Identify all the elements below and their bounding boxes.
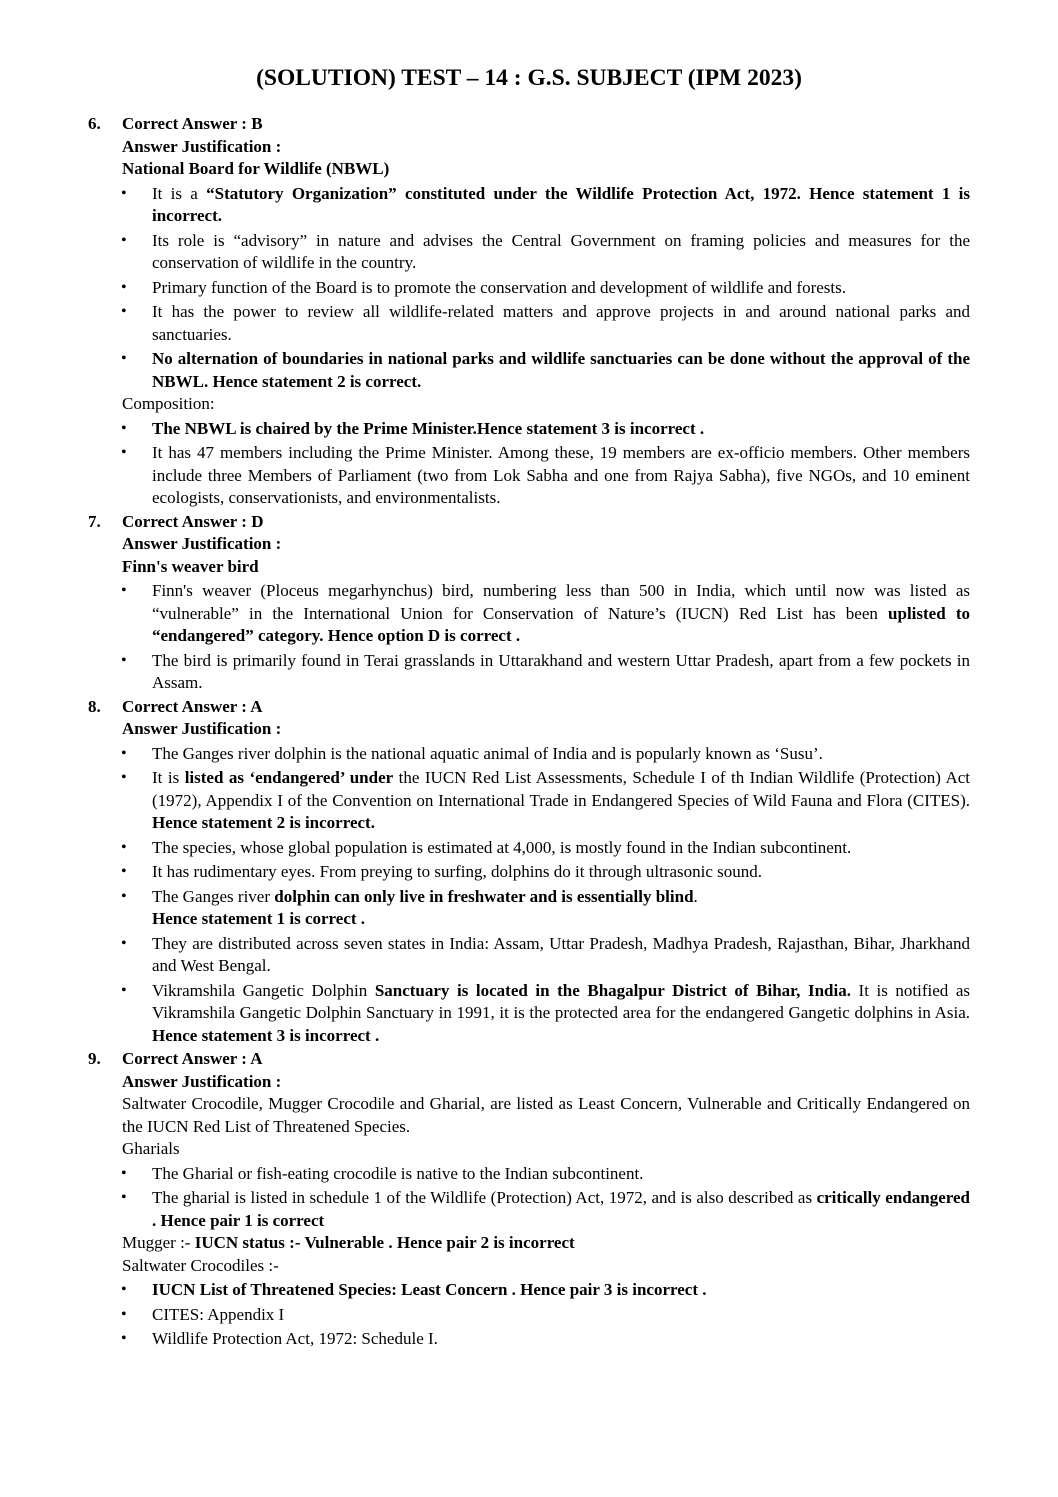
q9-answer-text: Correct Answer : A [122,1049,263,1068]
q9-intro: Saltwater Crocodile, Mugger Crocodile and Gharial, are listed as Least Concern, Vulnerable and Critically Endangered on the IUCN Red List of Threatened Species. [122,1094,970,1136]
q8-bullet-7: • Vikramshila Gangetic Dolphin Sanctuary is located in the Bhagalpur District of Bihar, India. It is notified as Vikramshila Gangetic Dolphin Sanctuary in 1991, it is the protected area for the endangered Gangetic dolphins in Asia. Hence statement 3 is incorrect . [152,980,970,1048]
q8-bullet-list [88,743,970,1048]
q7-bullet-1: • Finn's weaver (Ploceus megarhynchus) bird, numbering less than 500 in India, which until now was listed as “vulnerable” in the International Union for Conservation of Nature’s (IUCN) Red List has been uplisted to “endangered” category. Hence option D is correct . [152,580,970,648]
q7-bullet-list [88,580,970,695]
q9-mugger-line: Mugger :- IUCN status :- Vulnerable . Hence pair 2 is incorrect [122,1233,575,1252]
q9-bullet-2: • The gharial is listed in schedule 1 of the Wildlife (Protection) Act, 1972, and is also described as critically endangered . Hence pair 1 is correct [152,1187,970,1232]
q9-correct-answer [88,1048,970,1071]
q6-justification-label: Answer Justification : [122,136,282,156]
q9-bullet-3: • IUCN List of Threatened Species: Least Concern . Hence pair 3 is incorrect . [152,1279,970,1302]
q6-bullet-list [88,183,970,394]
q8-bullet-1: • The Ganges river dolphin is the national aquatic animal of India and is popularly known as ‘Susu’. [152,743,970,766]
q9-number: 9. [88,1049,101,1068]
q6-composition-list [88,418,970,510]
q6-heading: National Board for Wildlife (NBWL) [122,159,390,178]
q8-bullet-6: • They are distributed across seven states in India: Assam, Uttar Pradesh, Madhya Pradesh, Rajasthan, Bihar, Jharkhand and West Bengal. [152,933,970,978]
q6-bullet-1: • It is a “Statutory Organization” constituted under the Wildlife Protection Act, 1972. Hence statement 1 is incorrect. [152,183,970,228]
q8-bullet-3: • The species, whose global population is estimated at 4,000, is mostly found in the Indian subcontinent. [152,837,970,860]
q8-bullet-2: • It is listed as ‘endangered’ under the IUCN Red List Assessments, Schedule I of th Indian Wildlife (Protection) Act (1972), Appendix I of the Convention on International Trade in Endangered Species of Wild Fauna and Flora (CITES). Hence statement 2 is incorrect. [152,767,970,835]
q7-answer-text: Correct Answer : D [122,511,264,531]
q7-correct-answer [88,511,970,534]
q7-number: 7. [88,511,101,531]
q9-bullet-1: • The Gharial or fish-eating crocodile is native to the Indian subcontinent. [152,1163,970,1186]
q8-bullet-4: • It has rudimentary eyes. From preying to surfing, dolphins do it through ultrasonic sound. [152,861,970,884]
q8-answer-text: Correct Answer : A [122,696,263,716]
q6-number: 6. [88,114,101,133]
q9-gharials-label: Gharials [122,1139,180,1158]
q6-bullet-6: • The NBWL is chaired by the Prime Minister.Hence statement 3 is incorrect . [152,418,970,441]
page-title: (SOLUTION) TEST – 14 : G.S. SUBJECT (IPM 2023) [256,65,802,91]
q6-correct-answer [88,113,970,136]
q8-bullet-5: • The Ganges river dolphin can only live in freshwater and is essentially blind. Hence statement 1 is correct . [152,886,970,931]
q9-saltwater-label: Saltwater Crocodiles :- [122,1255,279,1275]
q8-number: 8. [88,696,101,716]
q6-bullet-4: • It has the power to review all wildlife-related matters and approve projects in and around national parks and sanctuaries. [152,301,970,346]
q9-bullet-4: • CITES: Appendix I [152,1304,970,1327]
q7-heading: Finn's weaver bird [122,556,259,576]
document-body [88,112,970,1351]
q6-bullet-2: • Its role is “advisory” in nature and advises the Central Government on framing policies and measures for the conservation of wildlife in the country. [152,230,970,275]
q9-justification-label: Answer Justification : [122,1071,282,1091]
q7-justification-label: Answer Justification : [122,534,282,553]
q8-justification-label: Answer Justification : [122,719,282,738]
q9-saltwater-list [88,1279,970,1351]
q8-correct-answer [88,696,970,719]
q6-composition-label: Composition: [122,394,215,413]
q7-bullet-2: • The bird is primarily found in Terai grasslands in Uttarakhand and western Uttar Pradesh, apart from a few pockets in Assam. [152,650,970,695]
q6-bullet-5: • No alternation of boundaries in national parks and wildlife sanctuaries can be done without the approval of the NBWL. Hence statement 2 is correct. [152,348,970,393]
q9-bullet-5: • Wildlife Protection Act, 1972: Schedule I. [152,1328,970,1351]
q6-bullet-3: • Primary function of the Board is to promote the conservation and development of wildlife and forests. [152,277,970,300]
q6-answer-text: Correct Answer : B [122,114,263,133]
q6-bullet-7: • It has 47 members including the Prime Minister. Among these, 19 members are ex-officio members. Other members include three Members of Parliament (two from Lok Sabha and one from Rajya Sabha), five NGOs, and 10 eminent ecologists, conservationists, and environmentalists. [152,442,970,510]
q9-gharial-list [88,1163,970,1233]
